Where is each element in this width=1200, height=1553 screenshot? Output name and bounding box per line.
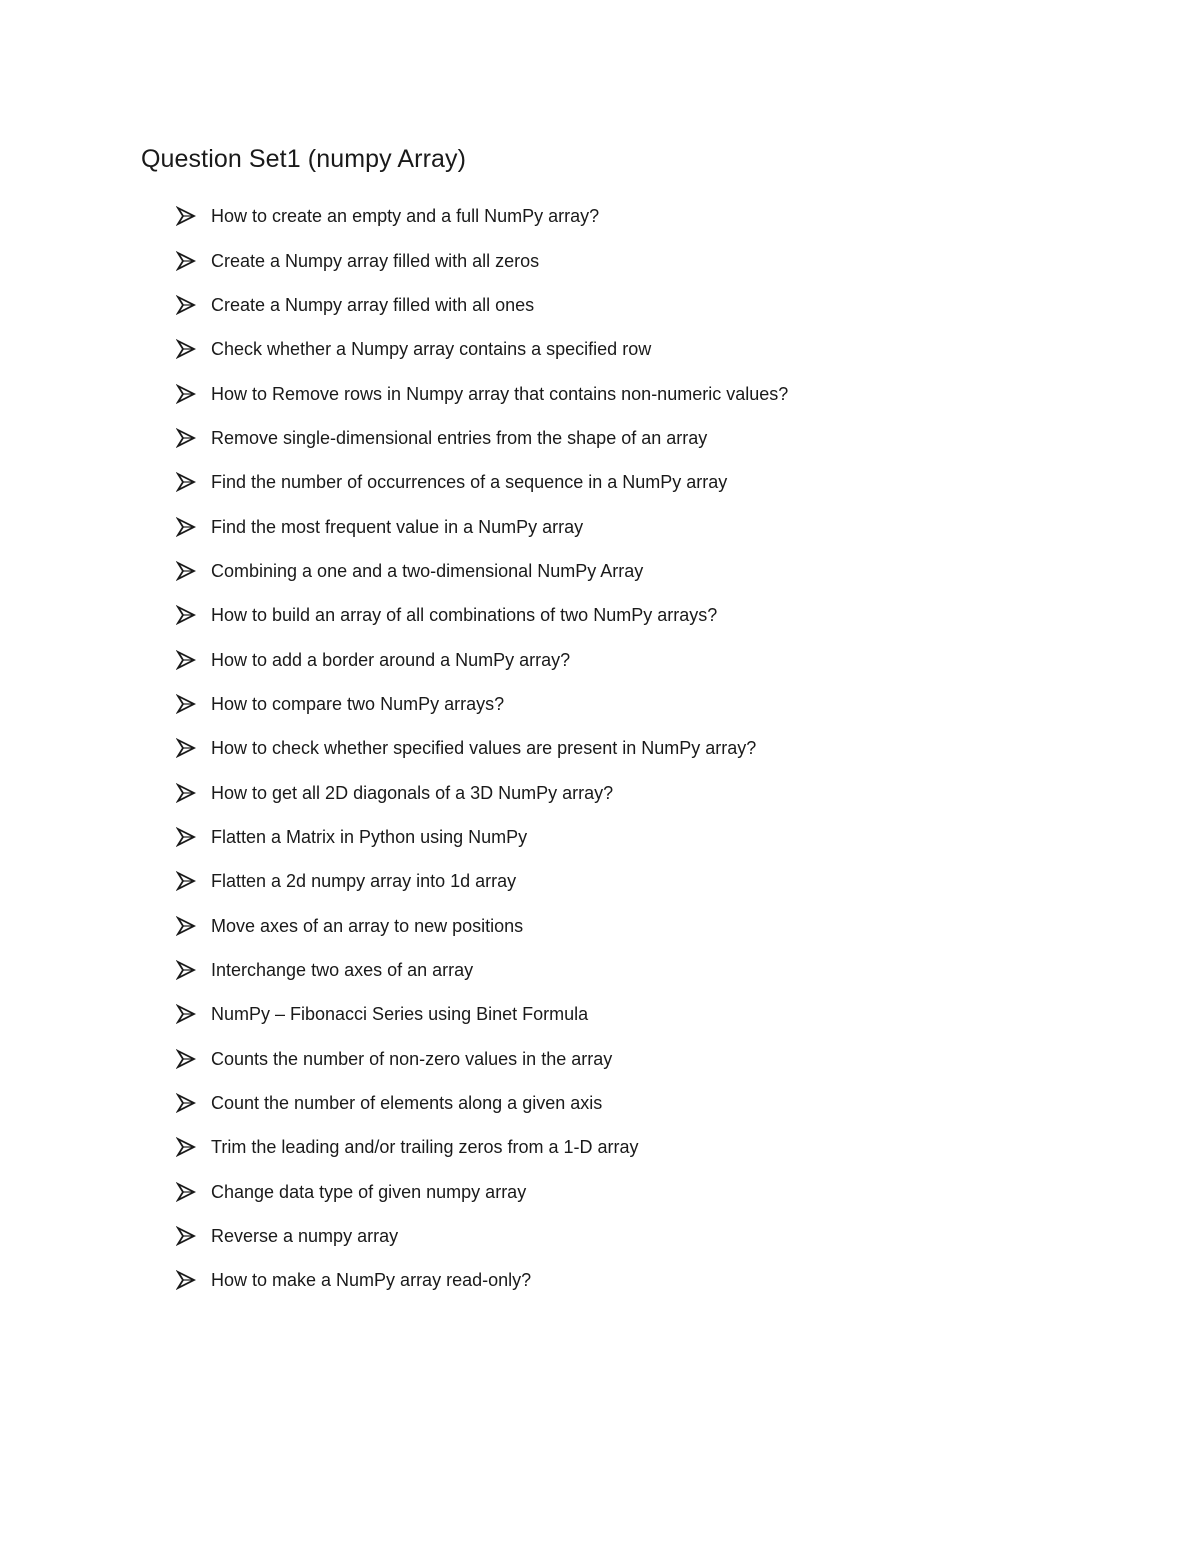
list-item: [176, 371, 1076, 415]
question-text: Trim the leading and/or trailing zeros from a 1-D array: [211, 1137, 639, 1158]
list-item: [176, 948, 1076, 992]
list-item: [176, 992, 1076, 1036]
list-item: [176, 238, 1076, 282]
list-item: [176, 1081, 1076, 1125]
arrowhead-bullet-icon: [176, 605, 196, 625]
list-item: [176, 593, 1076, 637]
arrowhead-bullet-icon: [176, 1004, 196, 1024]
question-text: Change data type of given numpy array: [211, 1181, 527, 1202]
question-text: How to compare two NumPy arrays?: [211, 693, 505, 714]
list-item: [176, 549, 1076, 593]
arrowhead-bullet-icon: [176, 960, 196, 980]
arrowhead-bullet-icon: [176, 783, 196, 803]
question-text: Create a Numpy array filled with all ones: [211, 294, 535, 315]
list-item: [176, 682, 1076, 726]
question-text: Flatten a 2d numpy array into 1d array: [211, 871, 517, 892]
question-text: Remove single-dimensional entries from the shape of an array: [211, 427, 708, 448]
question-text: Interchange two axes of an array: [211, 960, 474, 981]
arrowhead-bullet-icon: [176, 517, 196, 537]
arrowhead-bullet-icon: [176, 871, 196, 891]
question-text: Reverse a numpy array: [211, 1226, 399, 1247]
arrowhead-bullet-icon: [176, 384, 196, 404]
question-text: How to Remove rows in Numpy array that contains non-numeric values?: [211, 383, 789, 404]
question-text: Counts the number of non-zero values in the array: [211, 1048, 613, 1069]
question-text: Check whether a Numpy array contains a specified row: [211, 339, 652, 360]
question-list: [176, 194, 1076, 1303]
list-item: [176, 637, 1076, 681]
question-text: Flatten a Matrix in Python using NumPy: [211, 826, 528, 847]
question-text: How to get all 2D diagonals of a 3D NumPy array?: [211, 782, 614, 803]
list-item: [176, 1258, 1076, 1302]
list-item: [176, 859, 1076, 903]
question-text: Create a Numpy array filled with all zeros: [211, 250, 540, 271]
document-title: Question Set1 (numpy Array): [141, 145, 467, 173]
question-text: Count the number of elements along a given axis: [211, 1093, 603, 1114]
list-item: [176, 904, 1076, 948]
list-item: [176, 815, 1076, 859]
list-item: [176, 1125, 1076, 1169]
question-text: How to check whether specified values are present in NumPy array?: [211, 738, 757, 759]
list-item: [176, 770, 1076, 814]
question-text: Find the most frequent value in a NumPy array: [211, 516, 584, 537]
question-text: Find the number of occurrences of a sequence in a NumPy array: [211, 472, 728, 493]
question-text: How to create an empty and a full NumPy array?: [211, 206, 600, 227]
question-text: How to make a NumPy array read-only?: [211, 1270, 532, 1291]
arrowhead-bullet-icon: [176, 251, 196, 271]
list-item: [176, 327, 1076, 371]
arrowhead-bullet-icon: [176, 738, 196, 758]
arrowhead-bullet-icon: [176, 1182, 196, 1202]
question-text: Move axes of an array to new positions: [211, 915, 524, 936]
arrowhead-bullet-icon: [176, 561, 196, 581]
question-text: How to build an array of all combinations of two NumPy arrays?: [211, 605, 718, 626]
list-item: [176, 504, 1076, 548]
question-text: Combining a one and a two-dimensional NumPy Array: [211, 560, 644, 581]
list-item: [176, 460, 1076, 504]
list-item: [176, 416, 1076, 460]
arrowhead-bullet-icon: [176, 827, 196, 847]
list-item: [176, 1214, 1076, 1258]
list-item: [176, 1170, 1076, 1214]
arrowhead-bullet-icon: [176, 694, 196, 714]
arrowhead-bullet-icon: [176, 650, 196, 670]
list-item: [176, 1037, 1076, 1081]
list-item: [176, 283, 1076, 327]
question-text: How to add a border around a NumPy array?: [211, 649, 571, 670]
arrowhead-bullet-icon: [176, 472, 196, 492]
arrowhead-bullet-icon: [176, 428, 196, 448]
list-item: [176, 726, 1076, 770]
arrowhead-bullet-icon: [176, 1270, 196, 1290]
arrowhead-bullet-icon: [176, 916, 196, 936]
arrowhead-bullet-icon: [176, 295, 196, 315]
arrowhead-bullet-icon: [176, 339, 196, 359]
list-item: [176, 194, 1076, 238]
arrowhead-bullet-icon: [176, 206, 196, 226]
question-text: NumPy – Fibonacci Series using Binet Formula: [211, 1004, 589, 1025]
arrowhead-bullet-icon: [176, 1093, 196, 1113]
arrowhead-bullet-icon: [176, 1049, 196, 1069]
arrowhead-bullet-icon: [176, 1226, 196, 1246]
arrowhead-bullet-icon: [176, 1137, 196, 1157]
